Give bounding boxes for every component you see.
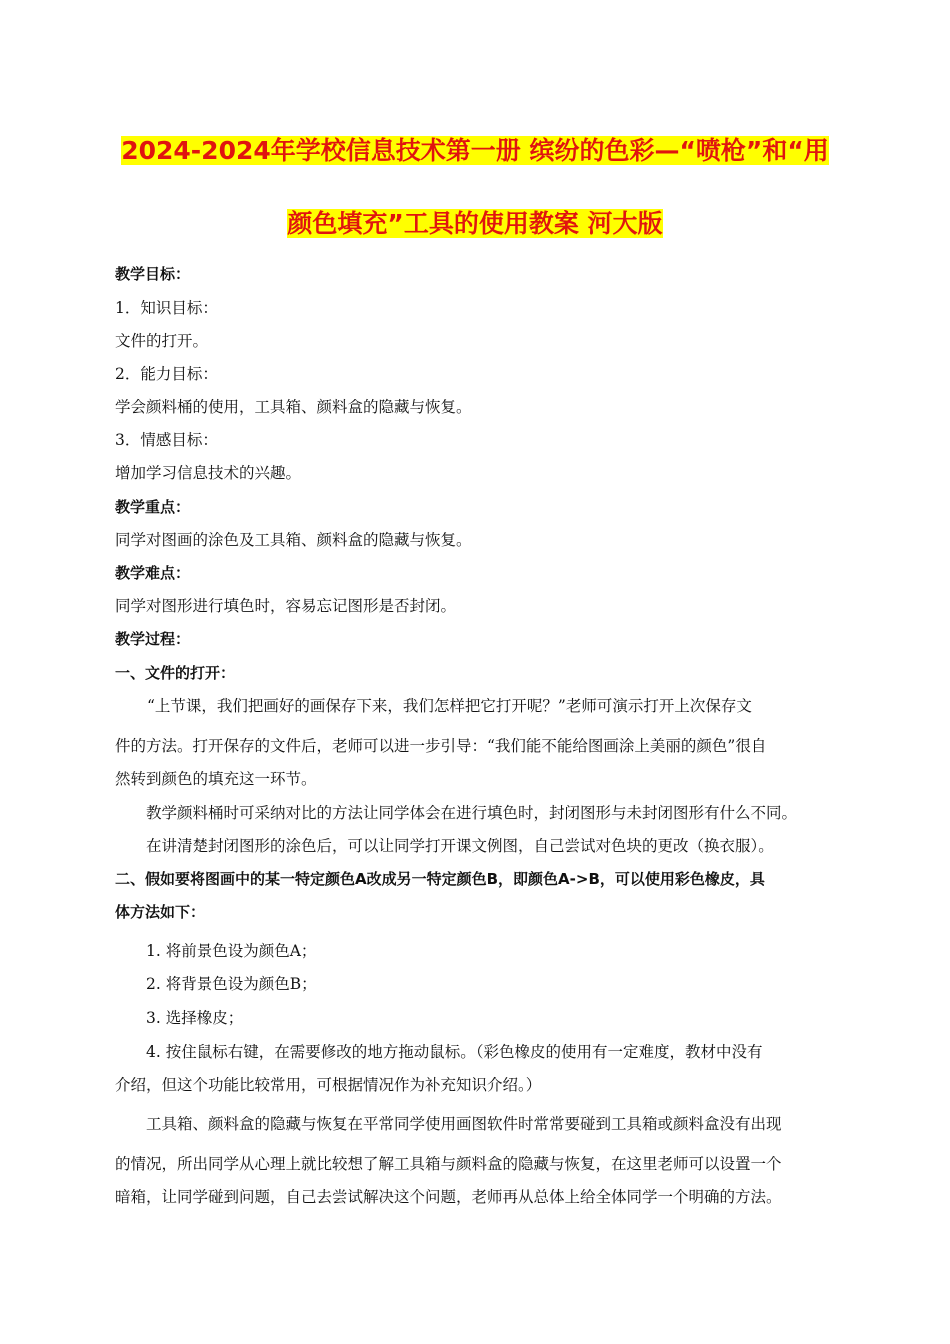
knowledge-objective-text: 文件的打开。: [115, 332, 209, 350]
section-1-paragraph-1-line-2: 件的方法。打开保存的文件后，老师可以进一步引导：“我们能不能给图画涂上美丽的颜色”很自: [115, 737, 767, 755]
section-2-heading-line-2: 体方法如下：: [115, 903, 206, 921]
section-2-step-1: 1. 将前景色设为颜色A；: [146, 942, 317, 960]
emotion-objective-label: 3．情感目标：: [115, 431, 218, 449]
section-2-step-4-line-1: 4. 按住鼠标右键，在需要修改的地方拖动鼠标。（彩色橡皮的使用有一定难度，教材中没有: [146, 1043, 763, 1061]
difficulties-text: 同学对图形进行填色时，容易忘记图形是否封闭。: [115, 597, 457, 615]
section-2-paragraph-line-3: 暗箱，让同学碰到问题，自己去尝试解决这个问题，老师再从总体上给全体同学一个明确的方法。: [115, 1188, 782, 1206]
key-points-heading: 教学重点：: [115, 498, 191, 516]
emotion-objective-text: 增加学习信息技术的兴趣。: [115, 464, 302, 482]
section-2-heading-line-1: 二、假如要将图画中的某一特定颜色A改成另一特定颜色B，即颜色A->B，可以使用彩色橡皮，具: [115, 870, 765, 888]
section-2-step-4-line-2: 介绍，但这个功能比较常用，可根据情况作为补充知识介绍。）: [115, 1076, 542, 1094]
section-1-paragraph-1-line-1: “上节课，我们把画好的画保存下来，我们怎样把它打开呢？”老师可演示打开上次保存文: [147, 697, 752, 715]
section-1-paragraph-2: 教学颜料桶时可采纳对比的方法让同学体会在进行填色时，封闭图形与未封闭图形有什么不同。: [146, 804, 798, 822]
section-2-paragraph-line-2: 的情况，所出同学从心理上就比较想了解工具箱与颜料盒的隐藏与恢复，在这里老师可以设置一个: [115, 1155, 782, 1173]
section-1-paragraph-3: 在讲清楚封闭图形的涂色后，可以让同学打开课文例图，自己尝试对色块的更改（换衣服）。: [146, 837, 774, 855]
difficulties-heading: 教学难点：: [115, 564, 191, 582]
title-line-1-text: 2024-2024年学校信息技术第一册 缤纷的色彩—“喷枪”和“用: [121, 136, 829, 165]
document-title-line-1: [100, 131, 850, 171]
ability-objective-label: 2．能力目标：: [115, 365, 218, 383]
document-title-line-2: [100, 204, 850, 244]
key-points-text: 同学对图画的涂色及工具箱、颜料盒的隐藏与恢复。: [115, 531, 472, 549]
section-2-step-2: 2. 将背景色设为颜色B；: [146, 975, 317, 993]
section-1-paragraph-1-line-3: 然转到颜色的填充这一环节。: [115, 770, 317, 788]
title-line-2-text: 颜色填充”工具的使用教案 河大版: [287, 209, 663, 238]
knowledge-objective-label: 1．知识目标：: [115, 299, 218, 317]
section-2-step-3: 3. 选择橡皮；: [146, 1009, 244, 1027]
section-1-heading: 一、文件的打开：: [115, 664, 236, 682]
ability-objective-text: 学会颜料桶的使用，工具箱、颜料盒的隐藏与恢复。: [115, 398, 472, 416]
objectives-heading: 教学目标：: [115, 265, 191, 283]
process-heading: 教学过程：: [115, 630, 191, 648]
section-2-paragraph-line-1: 工具箱、颜料盒的隐藏与恢复在平常同学使用画图软件时常常要碰到工具箱或颜料盒没有出现: [146, 1115, 782, 1133]
